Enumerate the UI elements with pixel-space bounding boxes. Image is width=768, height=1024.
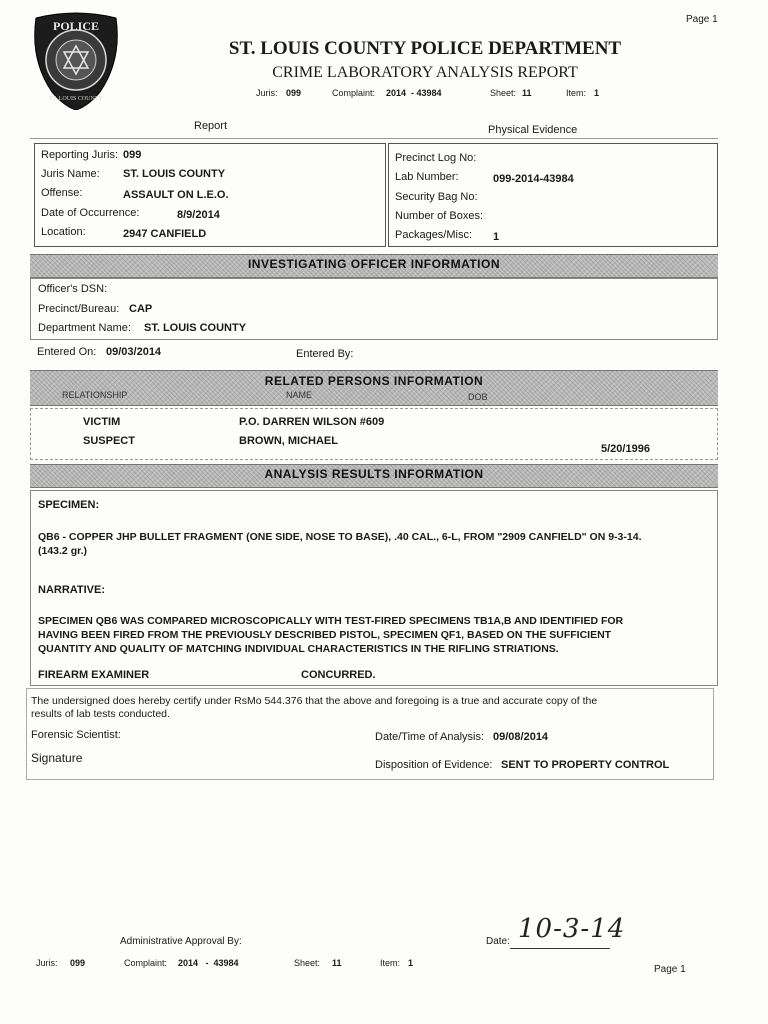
page-label-top: Page 1: [686, 14, 718, 25]
precinct-bureau-value: CAP: [129, 303, 153, 315]
related-persons-table: [30, 408, 718, 460]
footer-page-label: Page 1: [654, 964, 686, 975]
row-relationship: SUSPECT: [83, 435, 135, 447]
header-juris-label: Juris:: [256, 88, 278, 98]
date-time-analysis-label: Date/Time of Analysis:: [375, 731, 485, 743]
date-of-occurrence-value: 8/9/2014: [177, 209, 220, 221]
certification-box: [26, 688, 714, 780]
narrative-line-3: QUANTITY AND QUALITY OF MATCHING INDIVIDUAL CHARACTERISTICS IN THE RIFLING STRIATIONS.: [38, 643, 559, 655]
specimen-label: SPECIMEN:: [38, 499, 100, 511]
offense-value: ASSAULT ON L.E.O.: [123, 189, 229, 201]
handwritten-date: 10-3-14: [518, 914, 626, 944]
col-relationship: RELATIONSHIP: [62, 390, 128, 400]
footer-sheet-label: Sheet:: [294, 958, 321, 968]
location-label: Location:: [41, 226, 86, 238]
entered-on-label: Entered On:: [37, 346, 97, 358]
concurred: CONCURRED.: [301, 669, 376, 681]
report-title: ST. LOUIS COUNTY POLICE DEPARTMENT: [228, 38, 622, 59]
header-complaint-label: Complaint:: [332, 88, 376, 98]
firearm-examiner: FIREARM EXAMINER: [38, 669, 150, 681]
header-sheet-label: Sheet:: [490, 88, 517, 98]
row-name: P.O. DARREN WILSON #609: [239, 416, 385, 428]
footer-complaint-label: Complaint:: [124, 958, 168, 968]
precinct-bureau-label: Precinct/Bureau:: [38, 303, 120, 315]
admin-approval-label: Administrative Approval By:: [120, 936, 242, 947]
juris-name-label: Juris Name:: [41, 168, 100, 180]
packages-label: Packages/Misc:: [395, 229, 473, 241]
related-persons-band: [30, 370, 718, 406]
forensic-scientist-label: Forensic Scientist:: [31, 729, 121, 741]
juris-name-value: ST. LOUIS COUNTY: [123, 168, 226, 180]
date-of-occurrence-label: Date of Occurrence:: [41, 207, 140, 219]
col-dob: DOB: [468, 392, 488, 402]
offense-label: Offense:: [41, 187, 83, 199]
precinct-log-label: Precinct Log No:: [395, 152, 477, 164]
specimen-line-1: QB6 - COPPER JHP BULLET FRAGMENT (ONE SIDE, NOSE TO BASE), .40 CAL., 6-L, FROM "2909 CANFIELD" ON 9-3-14.: [38, 531, 642, 543]
header-item: 1: [594, 88, 600, 98]
analysis-results-band: [30, 464, 718, 488]
specimen-line-2: (143.2 gr.): [38, 545, 88, 557]
lab-number-label: Lab Number:: [395, 171, 459, 183]
reporting-juris-value: 099: [123, 149, 142, 161]
analysis-results-box: [30, 490, 718, 686]
police-badge-logo: [30, 10, 122, 110]
certification-line-2: results of lab tests conducted.: [31, 708, 170, 720]
row-name: BROWN, MICHAEL: [239, 435, 338, 447]
lab-number-value: 099-2014-43984: [493, 173, 574, 185]
footer-complaint: 2014 - 43984: [178, 958, 239, 968]
footer-item-label: Item:: [380, 958, 401, 968]
header-item-label: Item:: [566, 88, 587, 98]
entered-by-label: Entered By:: [296, 348, 354, 360]
physical-evidence-heading: Physical Evidence: [488, 124, 578, 136]
footer-juris-label: Juris:: [36, 958, 58, 968]
report-subtitle: CRIME LABORATORY ANALYSIS REPORT: [272, 64, 578, 81]
header-sheet: 11: [522, 88, 532, 98]
badge-text-top: POLICE: [52, 19, 100, 33]
narrative-line-2: HAVING BEEN FIRED FROM THE PREVIOUSLY DESCRIBED PISTOL, SPECIMEN QF1, BASED ON THE SUFFICIENT: [38, 629, 612, 641]
entered-on-value: 09/03/2014: [106, 346, 162, 358]
row-relationship: VICTIM: [83, 416, 121, 428]
badge-text-bottom: ST. LOUIS COUNTY: [49, 96, 103, 102]
department-name-label: Department Name:: [38, 322, 131, 334]
narrative-line-1: SPECIMEN QB6 WAS COMPARED MICROSCOPICALLY WITH TEST-FIRED SPECIMENS TB1A,B AND IDENTIFIED FOR: [38, 615, 624, 627]
footer-date-label: Date:: [486, 936, 510, 947]
analysis-results-heading: ANALYSIS RESULTS INFORMATION: [264, 467, 484, 481]
report-heading: Report: [194, 120, 228, 132]
header-complaint: 2014 - 43984: [386, 88, 442, 98]
header-juris: 099: [286, 88, 302, 98]
disposition-label: Disposition of Evidence:: [375, 759, 493, 771]
certification-line-1: The undersigned does hereby certify under RsMo 544.376 that the above and foregoing is a true and accurate copy of the: [31, 695, 598, 707]
investigating-officer-band: [30, 254, 718, 278]
report-box: [34, 143, 386, 247]
footer-juris: 099: [70, 958, 86, 968]
department-name-value: ST. LOUIS COUNTY: [144, 322, 247, 334]
col-name: NAME: [286, 390, 313, 400]
related-persons-heading: RELATED PERSONS INFORMATION: [264, 374, 484, 388]
date-time-analysis-value: 09/08/2014: [493, 731, 549, 743]
reporting-juris-label: Reporting Juris:: [41, 149, 119, 161]
physical-evidence-box: [388, 143, 718, 247]
footer-item: 1: [408, 958, 414, 968]
officer-dsn-label: Officer's DSN:: [38, 283, 108, 295]
security-bag-label: Security Bag No:: [395, 191, 478, 203]
number-of-boxes-label: Number of Boxes:: [395, 210, 484, 222]
investigating-officer-box: [30, 278, 718, 340]
row-dob: 5/20/1996: [601, 443, 650, 455]
narrative-label: NARRATIVE:: [38, 584, 106, 596]
location-value: 2947 CANFIELD: [123, 228, 207, 240]
signature-label: Signature: [31, 751, 83, 765]
disposition-value: SENT TO PROPERTY CONTROL: [501, 759, 670, 771]
footer-sheet: 11: [332, 958, 342, 968]
investigating-officer-heading: INVESTIGATING OFFICER INFORMATION: [247, 257, 501, 271]
packages-value: 1: [493, 231, 500, 243]
